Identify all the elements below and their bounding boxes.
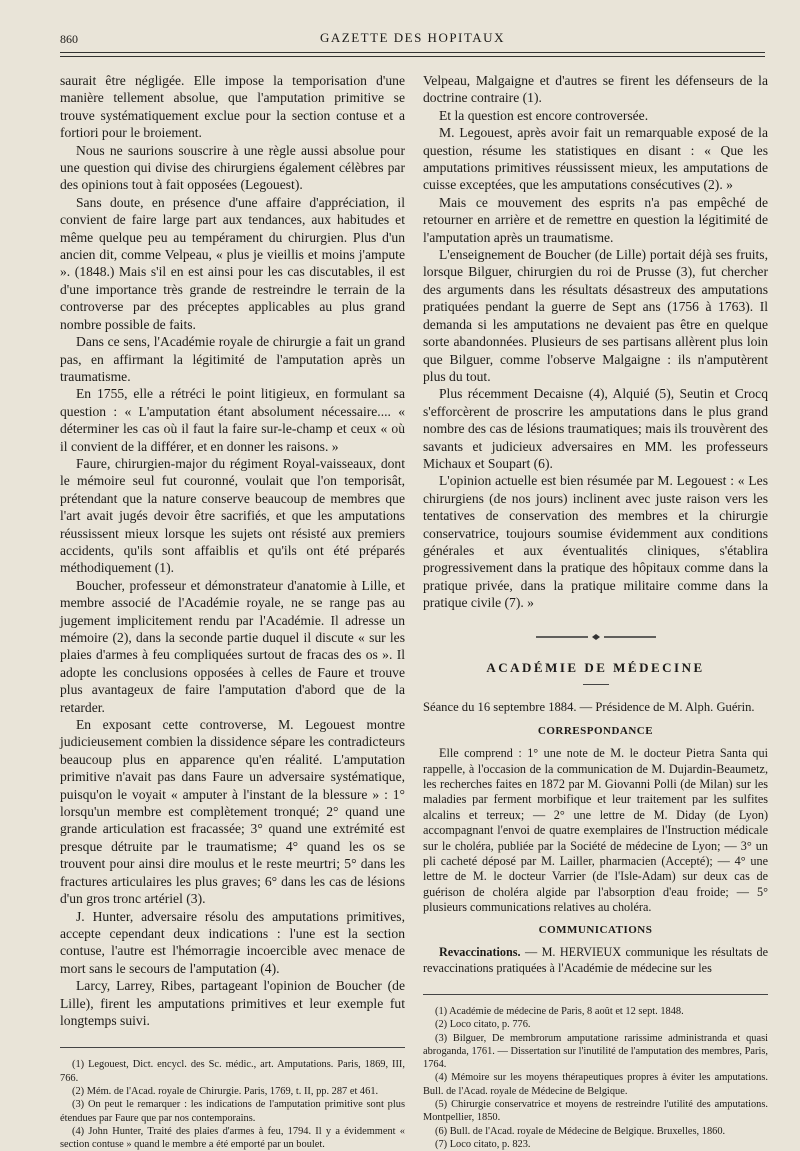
paragraph: Faure, chirurgien-major du régiment Royal-vaisseaux, dont le mémoire seul fut couronné, voulait que l'on temporisât, prétendant que la nature conserve beaucoup de membres que l'art avait jugés devoir être sacrifiés, et que les amputations réussissent mieux lorsque les sujets ont résisté aux premiers accidents, qu'ils sont affaiblis et qu'ils ont été préparés méthodiquement (1). [60, 455, 405, 576]
title-rule [583, 684, 609, 685]
footnote: (1) Legouest, Dict. encycl. des Sc. médic., art. Amputations. Paris, 1869, III, 766. [60, 1059, 405, 1084]
paragraph: En 1755, elle a rétréci le point litigieux, en formulant sa question : « L'amputation étant absolument nécessaire.... « déterminer les cas où il faut la faire sur-le-champ et ceux « où il convient de la différer, et en donner les raisons. » [60, 386, 405, 454]
communications-section [423, 945, 768, 976]
paragraph: Dans ce sens, l'Académie royale de chirurgie a fait un grand pas, en affirmant la légitimité de l'amputation après un traumatisme. [60, 334, 405, 384]
footnote: (3) On peut le remarquer : les indications de l'amputation primitive sont plus étendues par Faure que par nos contemporains. [60, 1099, 405, 1124]
footnote: (1) Académie de médecine de Paris, 8 août et 12 sept. 1848. [435, 1005, 684, 1017]
paragraph: Boucher, professeur et démonstrateur d'anatomie à Lille, et membre associé de l'Académie royale, ne se range pas au jugement implicitement rendu par l'Académie. Il adresse un mémoire (2), dans la seconde partie duquel il discute « sur les plaies d'armes à feu compliquées surtout de fracas des os ». Il adopte les conclusions opposées à celles de Faure et trouve plus avantageux de faire l'amputation d'abord que de la retarder. [60, 577, 405, 715]
footnote: (6) Bull. de l'Acad. royale de Médecine de Belgique. Bruxelles, 1860. [435, 1125, 726, 1137]
paragraph: saurait être négligée. Elle impose la temporisation d'une manière tellement absolue, que l'amputation primitive se trouve systématiquement exclue pour la section contuse et a fortiori pour le broiement. [60, 73, 405, 141]
academy-title: ACADÉMIE DE MÉDECINE [486, 660, 705, 675]
footnote: (4) John Hunter, Traité des plaies d'armes à feu, 1794. Il y a évidemment « section contuse » quand le membre a été emporté par un boulet. [60, 1125, 405, 1151]
paragraph: Velpeau, Malgaigne et d'autres se firent les défenseurs de la doctrine contraire (1). [423, 73, 768, 106]
paragraph: En exposant cette controverse, M. Legouest montre judicieusement combien la dissidence sépare les contradicteurs beaucoup plus en apparence qu'en réalité. L'amputation primitive n'avait pas dans Faure un adversaire systématique, puisqu'on le voyait « amputer à l'instant de la blessure » : 1° lorsqu'un membre est complètement tronqué; 2° quand une grande articulation est fracassée; 3° quand une extrémité est presque détruite par le traumatisme; 4° quand les os se trouvent pour ainsi dire moulus et le reste meurtri; 5° dans les fractures articulaires les plus graves; 6° dans les cas de lésions d'un gros tronc artériel (3). [60, 717, 405, 907]
paragraph: L'enseignement de Boucher (de Lille) portait déjà ses fruits, lorsque Bilguer, chirurgien du roi de Prusse (3), fut chercher des arguments dans les résultats désastreux des amputations pratiquées pendant la guerre de Sept ans (1756 à 1763). Il demanda si les amputations ne devaient pas être en quelque sorte abandonnées. Plusieurs de ses partisans allèrent plus loin que Bilguer, comme l'observe Malgaigne : ils n'amputèrent plus du tout. [423, 247, 768, 384]
header-rule-double [60, 56, 765, 57]
right-footnotes [423, 1005, 768, 1151]
footnote: (2) Loco citato, p. 776. [435, 1019, 531, 1031]
footnote: (5) Chirurgie conservatrice et moyens de restreindre l'utilité des amputations. Montpellier, 1850. [423, 1098, 768, 1124]
paragraph: Et la question est encore controversée. [439, 107, 649, 123]
footnote: (7) Loco citato, p. 823. [435, 1138, 531, 1150]
paragraph: Larcy, Larrey, Ribes, partageant l'opinion de Boucher (de Lille), firent les amputations primitives et leur exemple fut longtemps suivi. [60, 978, 405, 1028]
session-line: Séance du 16 septembre 1884. — Présidence de M. Alph. Guérin. [423, 700, 755, 715]
page-header [60, 30, 765, 52]
right-column [423, 72, 768, 1151]
footnote: (3) Bilguer, De membrorum amputatione rarissime administranda et quasi abroganda, 1761. — Dissertation sur l'inutilité de l'amputation des membres, Paris, 1764. [423, 1032, 768, 1071]
footnote-rule [60, 1047, 405, 1048]
paragraph: M. Legouest, après avoir fait un remarquable exposé de la question, résume les statistiques en disant : « Que les amputations primitives réussissent mieux, les amputations de cuisse exceptées, que les amputations consécutives (2). » [423, 125, 768, 193]
paragraph: Nous ne saurions souscrire à une règle aussi absolue pour une question qui divise des chirurgiens également célèbres par des opinions tout à fait opposées (Legouest). [60, 142, 405, 193]
header-rule [60, 52, 765, 53]
revaccinations-paragraph [423, 945, 768, 976]
correspondance-text: Elle comprend : 1° une note de M. le docteur Pietra Santa qui rappelle, à l'occasion de la communication de M. Dujardin-Beaumetz, les recherches faites en 1872 par M. Giovanni Polli (de Milan) sur les maladies par ferment morbifique et leur traitement par les sulfites alcalins et terreux; — 2° une lettre de M. Diday (de Lyon) accompagnant l'envoi de quatre exemplaires de l'Instruction médicale sur le choléra, publiée par la Société de médecine de Lyon; — 3° un pli cacheté déposé par M. Lailler, pharmacien (Accepté); — 4° une lettre de M. le docteur Varrier (de l'Isle-Adam) sur deux cas de guérison de choléra algide par l'absorption d'eau froide; — 5° plusieurs communications relatives au choléra. [423, 746, 768, 915]
page-number: 860 [60, 32, 78, 46]
left-footnotes [60, 1058, 405, 1151]
footnote: (2) Mém. de l'Acad. royale de Chirurgie. Paris, 1769, t. II, pp. 287 et 461. [72, 1085, 379, 1097]
section-ornament [423, 630, 768, 647]
paragraph: Plus récemment Decaisne (4), Alquié (5), Seutin et Crocq s'efforcèrent de proscrire les amputations dans le plus grand nombre des cas de lésions traumatiques; mais ils trouvèrent des savants et judicieux adversaires en MM. les professeurs Michaux et Soupart (6). [423, 386, 768, 471]
communications-heading: COMMUNICATIONS [538, 923, 653, 936]
paragraph: Mais ce mouvement des esprits n'a pas empêché de retourner en arrière et de remettre en question la légitimité de l'amputation après un traumatisme. [423, 194, 768, 245]
revaccinations-text: — M. HERVIEUX communique les résultats de revaccinations pratiquées à l'Académie de médecine sur les [423, 945, 768, 975]
paragraph: J. Hunter, adversaire résolu des amputations primitives, accepte cependant deux indications : l'une est la section contuse, l'autre est l'hémorragie incoercible avec menace de mort sans le secours de l'amputation (4). [60, 908, 405, 976]
paragraph: L'opinion actuelle est bien résumée par M. Legouest : « Les chirurgiens (de nos jours) inclinent avec juste raison vers les tentatives de conservation des membres et la chirurgie conservatrice, toujours soumise évidemment aux conditions générales et aux éventualités cliniques, s'établira progressivement dans la pratique des hôpitaux comme dans la pratique privée, dans la pratique militaire comme dans la pratique civile (7). » [423, 473, 768, 611]
footnote-rule [423, 994, 768, 995]
revaccinations-title: Revaccinations. [439, 945, 521, 960]
footnote: (4) Mémoire sur les moyens thérapeutiques propres à éviter les amputations. Bull. de l'Acad. royale de Médecine de Belgique. [423, 1072, 768, 1097]
correspondance-heading: CORRESPONDANCE [537, 724, 654, 737]
ornament-rule-icon [536, 633, 656, 641]
journal-title: GAZETTE DES HOPITAUX [320, 30, 505, 45]
paragraph: Sans doute, en présence d'une affaire d'appréciation, il convient de faire large part aux tendances, aux habitudes et même quelque peu au tempérament du chirurgien. Plus d'un ancien dit, comme Velpeau, « plus je vieillis et moins j'ampute ». (1848.) Mais s'il en est ainsi pour les cas discutables, il est d'une importance très grande de restreindre le terrain de la controverse par des préceptes applicables au plus grand nombre possible de faits. [60, 194, 405, 332]
left-column [60, 72, 405, 1151]
correspondance-section [423, 746, 768, 915]
